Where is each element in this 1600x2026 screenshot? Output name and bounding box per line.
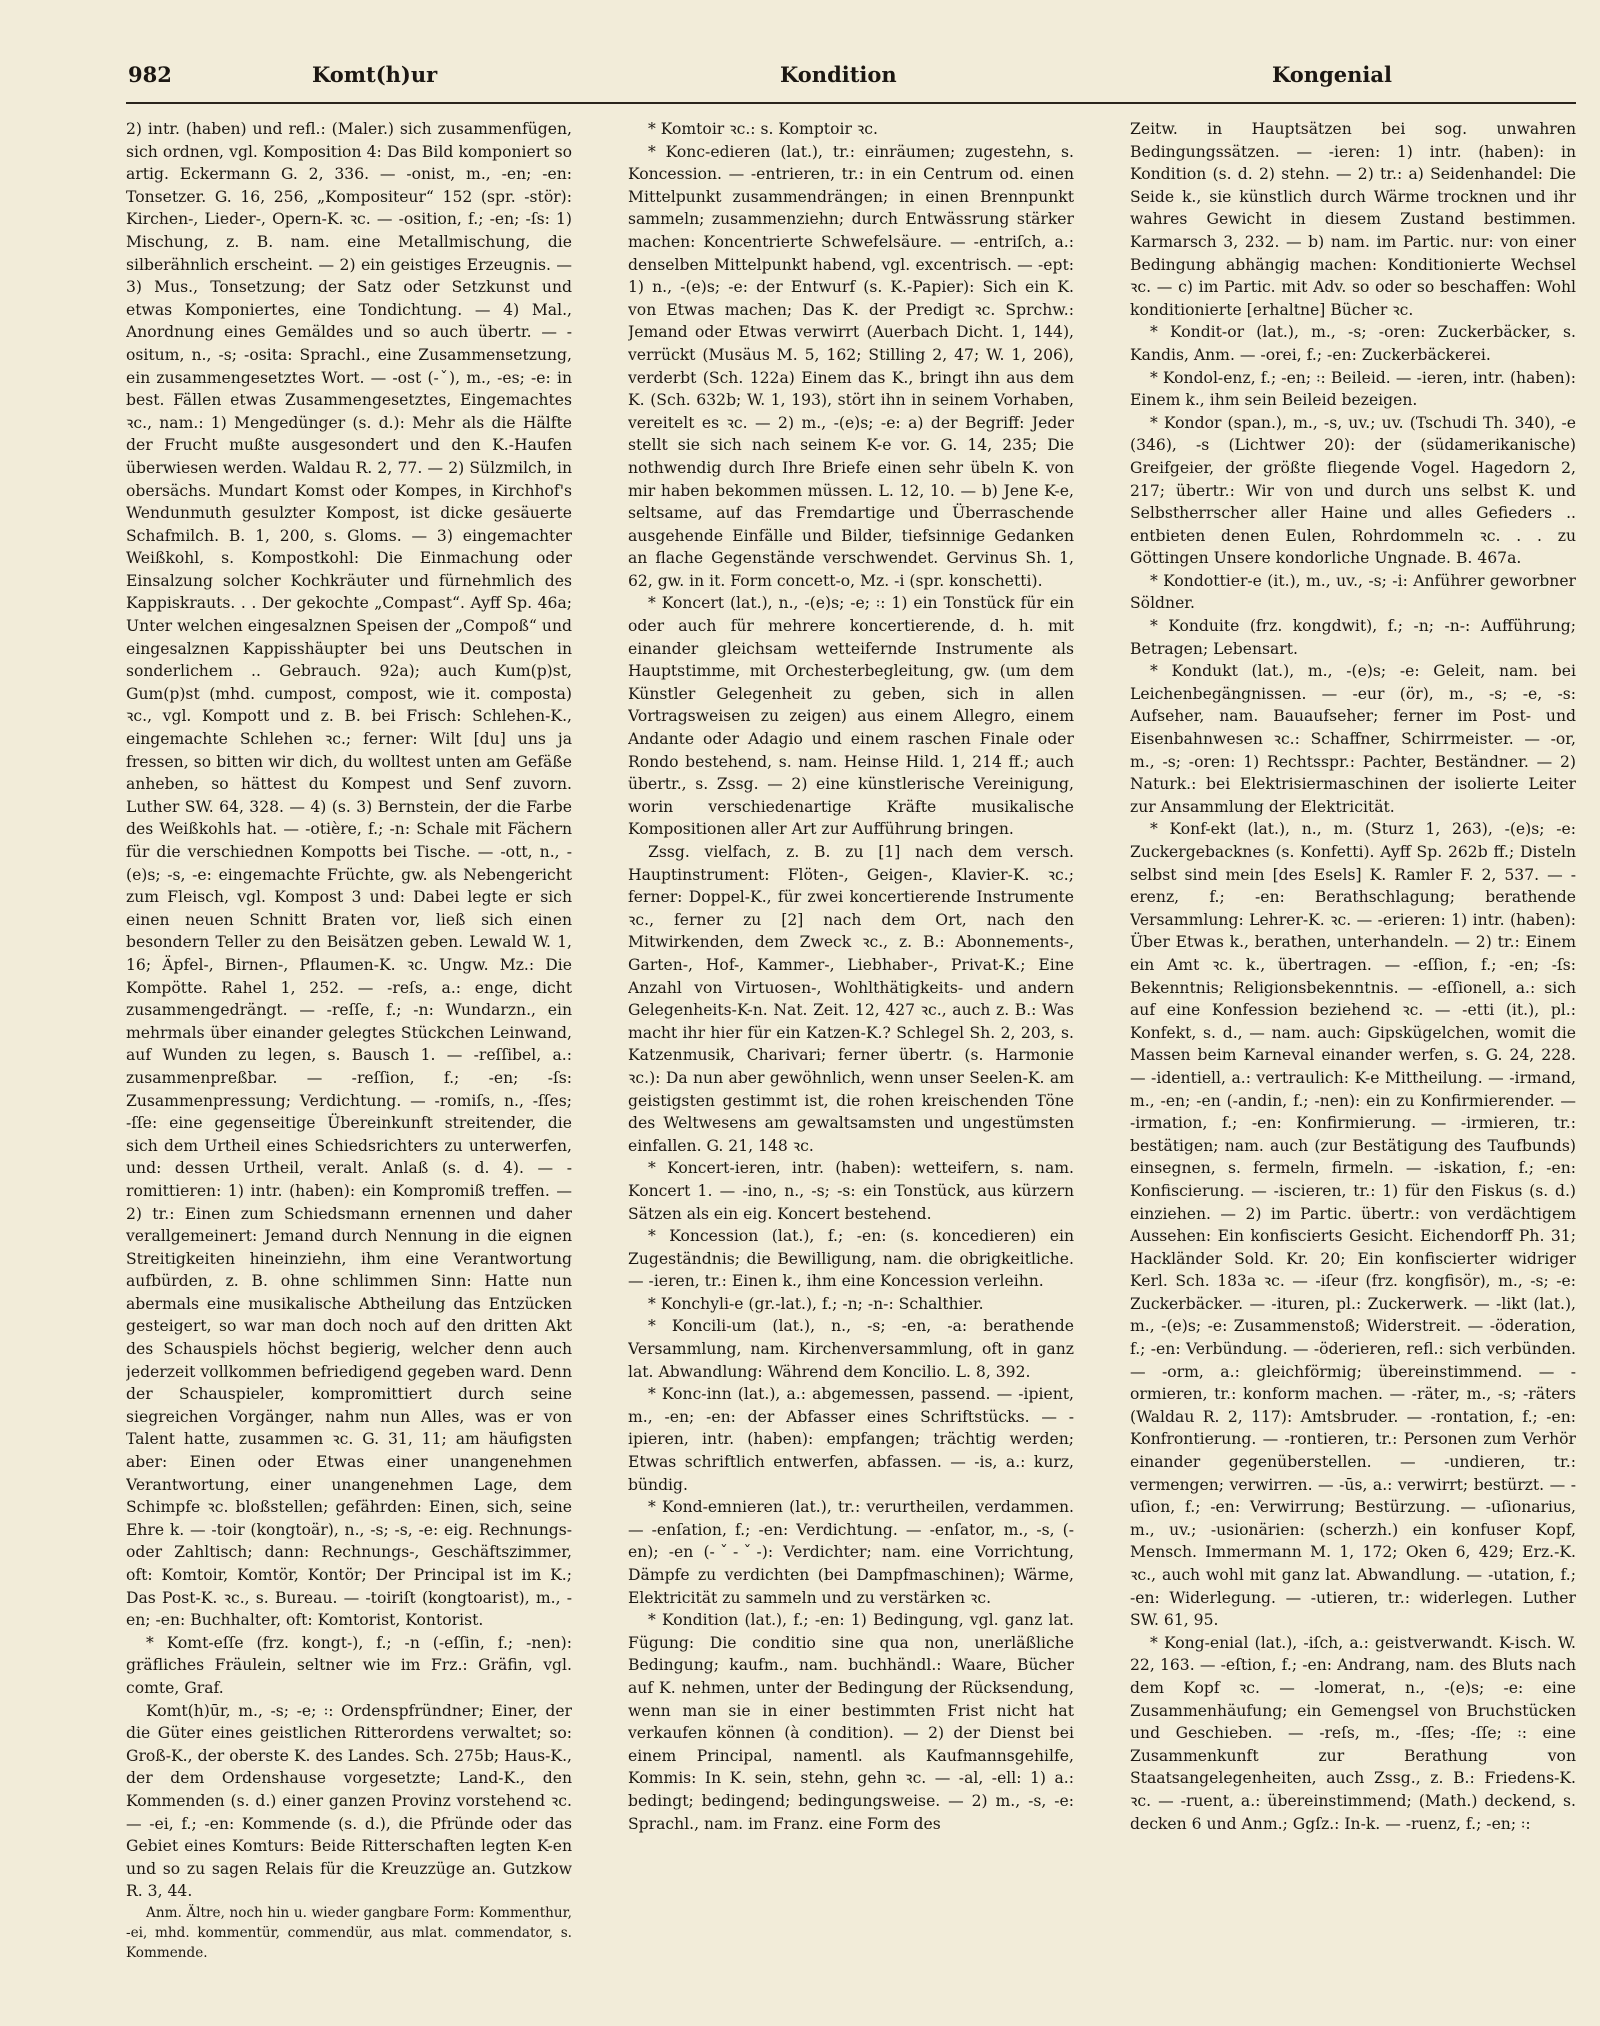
dictionary-entry: Komt(h)ūr, m., -s; -e; ꞉: Ordenspfründner; Einer, der die Güter eines geistlichen Ritterordens verwaltet; so: Groß-K., der oberste K. des Landes. Sch. 275b; Haus-K., der dem Ordenshause vorgesetzte; Land-K., den Kommenden (s. d.) einer ganzen Provinz vorstehend ꝛc. — -ei, f.; -en: Kommende (s. d.), die Pfründe oder das Gebiet eines Komturs: Beide Ritterschaften legten K-en und so zu sagen Relais für die Kreuzzüge an. Gutzkow R. 3, 44. <box>126 1701 572 1901</box>
dictionary-entry: * Komt-eſſe (frz. kongt-), f.; -n (-eſſin, f.; -nen): gräfliches Fräulein, seltner wie im Frz.: Gräfin, vgl. comte, Graf. <box>126 1633 572 1697</box>
dictionary-entry: * Komtoir ꝛc.: s. Komptoir ꝛc. <box>648 120 878 138</box>
dictionary-entry: * Koncession (lat.), f.; -en: (s. koncedieren) ein Zugeständnis; die Bewilligung, nam. die obrigkeitliche. — -ieren, tr.: Einen k., ihm eine Koncession verleihn. <box>628 1227 1074 1291</box>
dictionary-entry: * Kondottier-e (it.), m., uv., -s; -i: Anführer geworbner Söldner. <box>1130 571 1576 613</box>
column-left <box>126 118 572 1998</box>
dictionary-entry: * Konf-ekt (lat.), n., m. (Sturz 1, 263), -(e)s; -e: Zuckergebacknes (s. Konfetti). Ayff Sp. 262b ff.; Disteln selbst sind mein [des Esels] K. Ramler F. 2, 537. — -erenz, f.; -en: Berathschlagung; berathende Versammlung: Lehrer-K. ꝛc. — -erieren: 1) intr. (haben): Über Etwas k., berathen, unterhandeln. — 2) tr.: Einem ein Amt ꝛc. k., übertragen. — -eſſion, f.; -en; -ſs: Bekenntnis; Religionsbekenntnis. — -eſſionell, a.: sich auf eine Konfession beziehend ꝛc. — -etti (it.), pl.: Konfekt, s. d., — nam. auch: Gipskügelchen, womit die Massen beim Karneval einander werfen, s. G. 24, 228. — -identiell, a.: vertraulich: K-e Mittheilung. — -irmand, m., -en; -en (-andin, f.; -nen): ein zu Konfirmierender. — -irmation, f.; -en: Konfirmierung. — -irmieren, tr.: bestätigen; nam. auch (zur Bestätigung des Taufbunds) einsegnen, s. fermeln, firmeln. — -iskation, f.; -en: Konfiscierung. — -iscieren, tr.: 1) für den Fiskus (s. d.) einziehen. — 2) im Partic. übertr.: von verdächtigem Aussehen: Ein konfiscierts Gesicht. Eichendorff Ph. 31; Hackländer Sold. Kr. 20; Ein konfiscierter widriger Kerl. Sch. 183a ꝛc. — -iſeur (frz. kongfisör), m., -s; -e: Zuckerbäcker. — -ituren, pl.: Zuckerwerk. — -likt (lat.), m., -(e)s; -e: Zusammenstoß; Widerstreit. — -öderation, f.; -en: Verbündung. — -öderieren, refl.: sich verbünden. — -orm, a.: gleichförmig; übereinstimmend. — -ormieren, tr.: konform machen. — -räter, m., -s; -räters (Waldau R. 2, 117): Amtsbruder. — -rontation, f.; -en: Konfrontierung. — -rontieren, tr.: Personen zum Verhör einander gegenüberstellen. — -undieren, tr.: vermengen; verwirren. — -ūs, a.: verwirrt; bestürzt. — -uſion, f.; -en: Verwirrung; Bestürzung. — -uſionarius, m., uv.; -usionärien: (scherzh.) ein konfuser Kopf, Mensch. Immermann M. 1, 172; Oken 6, 429; Erz.-K. ꝛc., auch wohl mit ganz lat. Abwandlung. — -utation, f.; -en: Widerlegung. — -utieren, tr.: widerlegen. Luther SW. 61, 95. <box>1130 820 1576 1630</box>
dictionary-entry: Zeitw. in Hauptsätzen bei sog. unwahren Bedingungssätzen. — -ieren: 1) intr. (haben): in Kondition (s. d. 2) stehn. — 2) tr.: a) Seidenhandel: Die Seide k., sie künstlich durch Wärme trocknen und ihr wahres Gewicht in diesem Zustand bestimmen. Karmarsch 3, 232. — b) nam. im Partic. nur: von einer Bedingung abhängig machen: Konditionierte Wechsel ꝛc. — c) im Partic. mit Adv. so oder so beschaffen: Wohl konditionierte [erhaltne] Bücher ꝛc. <box>1130 120 1576 319</box>
dictionary-entry: * Konchyli-e (gr.-lat.), f.; -n; -n-: Schalthier. <box>648 1294 984 1313</box>
left-headword: Komt(h)ur <box>312 62 438 87</box>
dictionary-entry: * Kondor (span.), m., -s, uv.; uv. (Tschudi Th. 340), -e (346), -s (Lichtwer 20): der (südamerikanische) Greifgeier, der größte fliegende Vogel. Hagedorn 2, 217; übertr.: Wir von und durch uns selbst K. und Selbstherrscher aller Haine und alles Gefieders .. entbieten denen Eulen, Rohrdommeln ꝛc. . . zu Göttingen Unsere kondorliche Ungnade. B. 467a. <box>1130 413 1576 568</box>
dictionary-entry: * Kong-enial (lat.), -iſch, a.: geistverwandt. K-isch. W. 22, 163. — -eſtion, f.; -en: Andrang, nam. des Bluts nach dem Kopf ꝛc. — -lomerat, n., -(e)s; -e: eine Zusammenhäufung; ein Gemengsel von Bruchstücken und Geschieben. — -reſs, m., -ſſes; -ſſe; ꞉: eine Zusammenkunft zur Berathung von Staatsangelegenheiten, auch Zssg., z. B.: Friedens-K. ꝛc. — -ruent, a.: übereinstimmend; (Math.) deckend, s. decken 6 und Anm.; Ggſz.: In-k. — -ruenz, f.; -en; ꞉: <box>1130 1633 1576 1833</box>
dictionary-entry: 2) intr. (haben) und refl.: (Maler.) sich zusammenfügen, sich ordnen, vgl. Komposition 4: Das Bild komponiert so artig. Eckermann G. 2, 336. — -onist, m., -en; -en: Tonsetzer. G. 16, 256, „Kompositeur“ 152 (spr. -stör): Kirchen-, Lieder-, Opern-K. ꝛc. — -osition, f.; -en; -ſs: 1) Mischung, z. B. nam. eine Metallmischung, die silberähnlich erscheint. — 2) ein geistiges Erzeugnis. — 3) Mus., Tonsetzung; der Satz oder Setzkunst und etwas Komponiertes, eine Tondichtung. — 4) Mal., Anordnung eines Gemäldes und so auch übertr. — -ositum, n., -s; -osita: Sprachl., eine Zusammensetzung, ein zusammengesetztes Wort. — -ost (-ˇ), m., -es; -e: in best. Fällen etwas Zusammengesetztes, Eingemachtes ꝛc., nam.: 1) Mengedünger (s. d.): Mehr als die Hälfte der Frucht mußte ausgesondert und den K.-Haufen überwiesen werden. Waldau R. 2, 77. — 2) Sülzmilch, in obersächs. Mundart Komst oder Kompes, in Kirchhof's Wendunmuth gesulzter Kompost, ist dicke gesäuerte Schafmilch. B. 1, 200, s. Gloms. — 3) eingemachter Weißkohl, s. Kompostkohl: Die Einmachung oder Einsalzung solcher Kochkräuter und fürnehmlich des Kappiskrauts. . . Der gekochte „Compast“. Ayff Sp. 46a; Unter welchen eingesalznen Speisen der „Compoß“ und eingesalznen Kappisshäupter bei uns Deutschen in sonderlichem .. Gebrauch. 92a); auch Kum(p)st, Gum(p)st (mhd. cumpost, compost, wie it. composta) ꝛc., vgl. Kompott und z. B. bei Frisch: Schlehen-K., eingemachte Schlehen ꝛc.; ferner: Wilt [du] uns ja fressen, so bitten wir dich, du wolltest unten am Gefäße anheben, so hättest du Kompest und Senf zuvorn. Luther SW. 64, 328. — 4) (s. 3) Bernstein, der die Farbe des Weißkohls hat. — -otière, f.; -n: Schale mit Fächern für die verschiednen Kompotts bei Tische. — -ott, n., -(e)s; -s, -e: eingemachte Früchte, gw. als Nebengericht zum Fleisch, vgl. Kompost 3 und: Dabei legte er sich einen neuen Schnitt Braten vor, ließ sich einen besondern Teller zu den Beisätzen geben. Lewald W. 1, 16; Äpfel-, Birnen-, Pflaumen-K. ꝛc. Ungw. Mz.: Die Kompötte. Rahel 1, 252. — -reſs, a.: enge, dicht zusammengedrängt. — -reſſe, f.; -n: Wundarzn., ein mehrmals über einander gelegtes Stückchen Leinwand, auf Wunden zu legen, s. Bausch 1. — -reſſibel, a.: zusammenpreßbar. — -reſſion, f.; -en; -ſs: Zusammenpressung; Verdichtung. — -romiſs, n., -ſſes; -ſſe: eine gegenseitige Übereinkunft streitender, die sich dem Urtheil eines Schiedsrichters zu unterwerfen, und: dessen Urtheil, veralt. Anlaß (s. d. 4). — -romittieren: 1) intr. (haben): ein Kompromiß treffen. — 2) tr.: Einen zum Schiedsmann ernennen und daher verallgemeinert: Jemand durch Nennung in die eignen Streitigkeiten hineinziehn, ihm eine Verantwortung aufbürden, z. B. ohne schlimmen Sinn: Hatte nun abermals eine musikalische Abtheilung das Entzücken gesteigert, so war man doch noch auf den dritten Akt des Schauspiels höchst begierig, welcher denn auch jederzeit vollkommen befriedigend gegeben ward. Denn der Schauspieler, kompromittiert durch seine siegreichen Vorgänger, nahm nun Alles, was er von Talent hatte, zusammen ꝛc. G. 31, 11; am häufigsten aber: Einen oder Etwas einer unangenehmen Verantwortung, einer unangenehmen Lage, dem Schimpfe ꝛc. bloßstellen; gefährden: Einen, sich, seine Ehre k. — -toir (kongtoär), n., -s; -s, -e: eig. Rechnungs- oder Zahltisch; dann: Rechnungs-, Geschäftszimmer, oft: Komtoir, Komtör, Kontör; Der Principal ist im K.; Das Post-K. ꝛc., s. Bureau. — -toiriſt (kongtoarist), m., -en; -en: Buchhalter, oft: Komtorist, Kontorist. <box>126 120 572 1630</box>
dictionary-entry: * Konduite (frz. kongdwit), f.; -n; -n-: Aufführung; Betragen; Lebensart. <box>1130 617 1576 658</box>
dictionary-entry: Zssg. vielfach, z. B. zu [1] nach dem versch. Hauptinstrument: Flöten-, Geigen-, Klavier-K. ꝛc.; ferner: Doppel-K., für zwei koncertierende Instrumente ꝛc., ferner zu [2] nach dem Ort, nach den Mitwirkenden, dem Zweck ꝛc., z. B.: Abonnements-, Garten-, Hof-, Kammer-, Liebhaber-, Privat-K.; Eine Anzahl von Virtuosen-, Wohlthätigkeits- und andern Gelegenheits-K-n. Nat. Zeit. 12, 427 ꝛc., auch z. B.: Was macht ihr hier für ein Katzen-K.? Schlegel Sh. 2, 203, s. Katzenmusik, Charivari; ferner übertr. (s. Harmonie ꝛc.): Da nun aber gewöhnlich, wenn unser Seelen-K. am geistigsten gestimmt ist, die rohen kreischenden Töne des Weltwesens am gewaltsamsten und ungestümsten einfallen. G. 21, 148 ꝛc. <box>628 843 1074 1155</box>
dictionary-entry: * Konc-inn (lat.), a.: abgemessen, passend. — -ipient, m., -en; -en: der Abfasser eines Schriftstücks. — -ipieren, intr. (haben): empfangen; trächtig werden; Etwas schriftlich entwerfen, abfassen. — -is, a.: kurz, bündig. <box>628 1385 1074 1494</box>
right-headword: Kongenial <box>1272 62 1392 87</box>
page-number: 982 <box>128 62 172 87</box>
dictionary-entry: * Kondol-enz, f.; -en; ꞉: Beileid. — -ieren, intr. (haben): Einem k., ihm sein Beileid bezeigen. <box>1130 368 1576 410</box>
column-middle <box>628 118 1074 1998</box>
column-right <box>1130 118 1576 1998</box>
dictionary-entry: * Koncert (lat.), n., -(e)s; -e; ꞉: 1) ein Tonstück für ein oder auch für mehrere koncertierende, d. h. mit einander gleichsam wetteifernde Instrumente als Hauptstimme, mit Orchesterbegleitung, gw. (um dem Künstler Gelegenheit zu geben, sich in allen Vortragsweisen zu zeigen) aus einem Allegro, einem Andante oder Adagio und einem raschen Finale oder Rondo bestehend, s. nam. Heinse Hild. 1, 214 ff.; auch übertr., s. Zssg. — 2) eine künstlerische Vereinigung, worin verschiedenartige Kräfte musikalische Kompositionen aller Art zur Aufführung bringen. <box>628 594 1074 839</box>
dictionary-entry: * Kondition (lat.), f.; -en: 1) Bedingung, vgl. ganz lat. Fügung: Die conditio sine qua non, unerläßliche Bedingung; kaufm., nam. buchhändl.: Waare, Bücher auf K. nehmen, unter der Bedingung der Rücksendung, wenn man sie in einer bestimmten Frist nicht hat verkaufen können (à condition). — 2) der Dienst bei einem Principal, namentl. als Kaufmannsgehilfe, Kommis: In K. sein, stehn, gehn ꝛc. — -al, -ell: 1) a.: bedingt; bedingend; bedingungsweise. — 2) m., -s, -e: Sprachl., nam. im Franz. eine Form des <box>628 1611 1074 1833</box>
running-header <box>0 62 1600 102</box>
note-paragraph: Anm. Ältre, noch hin u. wieder gangbare Form: Kommenthur, -ei, mhd. kommentür, commendür, aus mlat. commendator, s. Kommende. <box>126 1904 572 1961</box>
dictionary-entry: * Kondukt (lat.), m., -(e)s; -e: Geleit, nam. bei Leichenbegängnissen. — -eur (ör), m., -s; -e, -s: Aufseher, nam. Bauaufseher; ferner im Post- und Eisenbahnwesen ꝛc.: Schaffner, Schirrmeister. — -or, m., -s; -oren: 1) Rechtsspr.: Pachter, Beständner. — 2) Naturk.: bei Elektrisiermaschinen der isolierte Leiter zur Ansammlung der Elektricität. <box>1130 662 1576 816</box>
dictionary-entry: * Koncili-um (lat.), n., -s; -en, -a: berathende Versammlung, nam. Kirchenversammlung, oft in ganz lat. Abwandlung: Während dem Koncilio. L. 8, 392. <box>628 1317 1074 1381</box>
dictionary-entry: * Kond-emnieren (lat.), tr.: verurtheilen, verdammen. — -enſation, f.; -en: Verdichtung. — -enſator, m., -s, (-en); -en (-ˇ-ˇ-): Verdichter; nam. eine Vorrichtung, Dämpfe zu verdichten (bei Dampfmaschinen); Wärme, Elektricität zu sammeln und zu verstärken ꝛc. <box>628 1498 1074 1607</box>
dictionary-entry: * Konc-edieren (lat.), tr.: einräumen; zugestehn, s. Koncession. — -entrieren, tr.: in ein Centrum od. einen Mittelpunkt zusammendrängen; in einen Brennpunkt sammeln; zusammenziehn; durch Entwässrung stärker machen: Koncentrierte Schwefelsäure. — -entriſch, a.: denselben Mittelpunkt habend, vgl. excentrisch. — -ept: 1) n., -(e)s; -e: der Entwurf (s. K.-Papier): Sich ein K. von Etwas machen; Das K. der Predigt ꝛc. Sprchw.: Jemand oder Etwas verwirrt (Auerbach Dicht. 1, 144), verrückt (Musäus M. 5, 162; Stilling 2, 47; W. 1, 206), verderbt (Sch. 122a) Einem das K., bringt ihn aus dem K. (Sch. 632b; W. 1, 193), stört ihn in seinem Vorhaben, vereitelt es ꝛc. — 2) m., -(e)s; -e: a) der Begriff: Jeder stellt sie sich nach seinem K-e vor. G. 14, 235; Die nothwendig durch Ihre Briefe einen sehr übeln K. von mir haben bekommen müssen. L. 12, 10. — b) Jene K-e, seltsame, auf das Fremdartige und Überraschende ausgehende Einfälle und Bilder, tiefsinnige Gedanken an flache Gegenstände verschwendet. Gervinus Sh. 1, 62, gw. in it. Form concett-o, Mz. -i (spr. konschetti). <box>628 142 1074 590</box>
header-rule <box>126 102 1576 104</box>
dictionary-entry: * Kondit-or (lat.), m., -s; -oren: Zuckerbäcker, s. Kandis, Anm. — -orei, f.; -en: Zuckerbäckerei. <box>1130 323 1576 364</box>
dictionary-entry: * Koncert-ieren, intr. (haben): wetteifern, s. nam. Koncert 1. — -ino, n., -s; -s: ein Tonstück, aus kürzern Sätzen als ein eig. Koncert bestehend. <box>628 1159 1074 1223</box>
center-headword: Kondition <box>780 62 897 87</box>
